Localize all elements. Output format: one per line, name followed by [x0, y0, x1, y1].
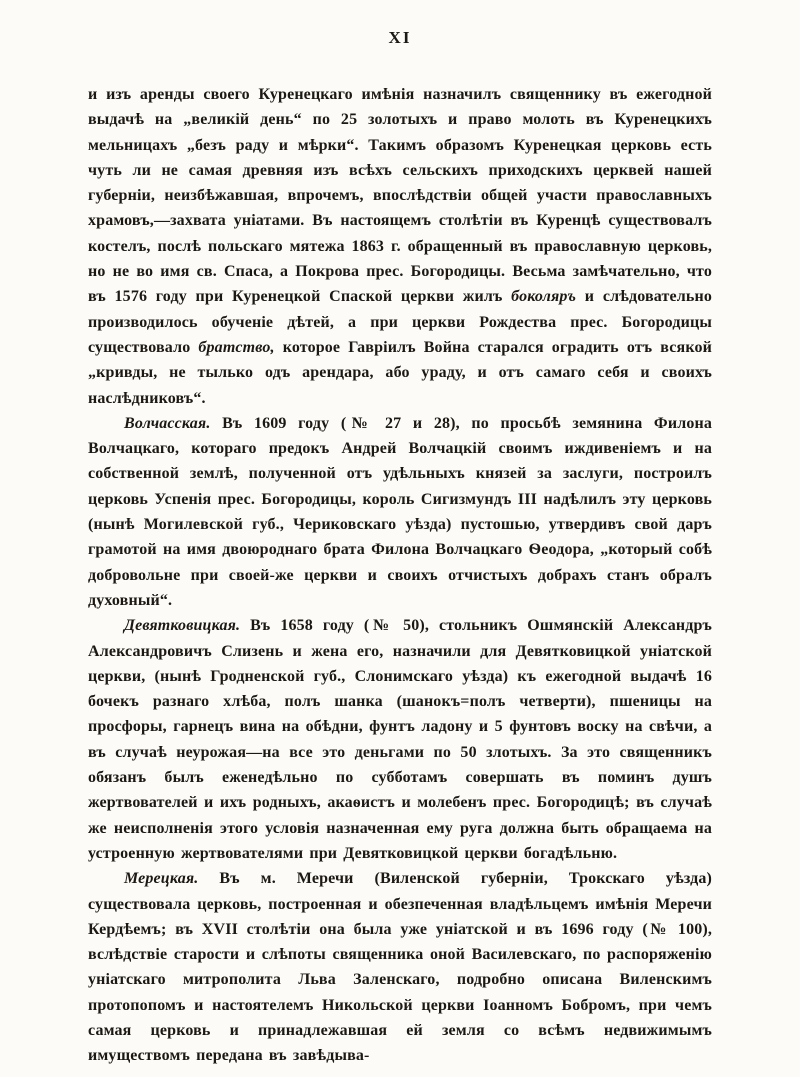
text-segment: и изъ аренды своего Куренецкаго имѣнія назначилъ священнику въ ежегодной выдачѣ на „великій день“ по 25 золотыхъ и право молоть въ Куренецкихъ мельницахъ „безъ раду и мѣрки“. Такимъ образомъ Куренецкая церковь есть чуть ли не самая древняя изъ всѣхъ сельскихъ приходскихъ церквей нашей губерніи, неизбѣжавшая, впрочемъ, впослѣдствіи общей участи православныхъ храмовъ,—захвата уніатами. Въ настоящемъ столѣтіи въ Куренцѣ существовалъ костелъ, послѣ польскаго мятежа 1863 г. обращенный въ православную церковь, но не во имя св. Спаса, а Покрова прес. Богородицы. Весьма замѣчательно, что въ 1576 году при Куренецкой Спаской церкви жилъ: [88, 86, 712, 306]
italic-term-bratstvo: братство,: [198, 338, 275, 356]
italic-term-bokolyar: боколяръ: [511, 288, 577, 306]
text-segment: Въ 1609 году (№ 27 и 28), по просьбѣ земянина Филона Волчацкаго, котораго предокъ Андрей Волчацкій своимъ иждивеніемъ и на собственной землѣ, полученной отъ удѣльныхъ князей за заслуги, построилъ церковь Успенія прес. Богородицы, король Сигизмундъ III надѣлилъ эту церковь (нынѣ Могилевской губ., Чериковскаго уѣзда) пустошью, утвердивъ свой даръ грамотой на имя двоюроднаго брата Филона Волчацкаго Ѳеодора, „который собѣ добровольне при своей-же церкви и своихъ отчистыхъ добрахъ станъ обралъ духовный“.: [88, 414, 712, 609]
italic-lead-meretskaya: Мерецкая.: [124, 870, 199, 888]
text-segment: Въ 1658 году (№ 50), стольникъ Ошмянскій Александръ Александровичъ Слизень и жена его, назначили для Девятковицкой уніатской церкви, (нынѣ Гродненской губ., Слонимскаго уѣзда) къ ежегодной выдачѣ 16 бочекъ разнаго хлѣба, полъ шанка (шанокъ=полъ четверти), пшеницы на просфоры, гарнецъ вина на обѣдни, фунтъ ладону и 5 фунтовъ воску на свѣчи, а въ случаѣ неурожая—на все это деньгами по 50 злотыхъ. За это священникъ обязанъ былъ еженедѣльно по субботамъ совершать въ поминъ душъ жертвователей и ихъ родныхъ, акаѳистъ и молебенъ прес. Богородицѣ; въ случаѣ же неисполненія этого условія назначенная ему руга должна быть обращаема на устроенную жертвователями при Девятковицкой церкви богадѣльню.: [88, 617, 712, 862]
paragraph-devyatkovitskaya: [88, 613, 712, 866]
text-segment: которое Гавріилъ Война старался оградить отъ всякой „кривды, не тылько одъ арендара, або ураду, и отъ самаго себя и своихъ наслѣдниковъ“.: [88, 338, 712, 407]
text-segment: Въ м. Меречи (Виленской губерніи, Трокскаго уѣзда) существовала церковь, построенная и обезпеченная владѣльцемъ имѣнія Меречи Кердѣемъ; въ XVII столѣтіи она была уже уніатской и въ 1696 году (№ 100), вслѣдствіе старости и слѣпоты священника оной Василевскаго, по распоряженію уніатскаго митрополита Льва Заленскаго, подробно описана Виленскимъ протопопомъ и настоятелемъ Никольской церкви Іоанномъ Бобромъ, при чемъ самая церковь и принадлежавшая ей земля со всѣмъ недвижимымъ имуществомъ передана въ завѣдыва-: [88, 870, 712, 1065]
text-block: [88, 82, 712, 1069]
paragraph-meretskaya: [88, 866, 712, 1068]
text-segment: и слѣдовательно производилось обученіе дѣтей, а при церкви Рождества прес. Богородицы существовало: [88, 288, 712, 356]
italic-lead-devyatkovitskaya: Девятковицкая.: [124, 617, 241, 635]
paragraph-kurenets-continuation: [88, 82, 712, 411]
page-number: XI: [388, 28, 412, 47]
paragraph-volchasskaya: [88, 411, 712, 613]
italic-lead-volchasskaya: Волчасская.: [124, 414, 211, 432]
